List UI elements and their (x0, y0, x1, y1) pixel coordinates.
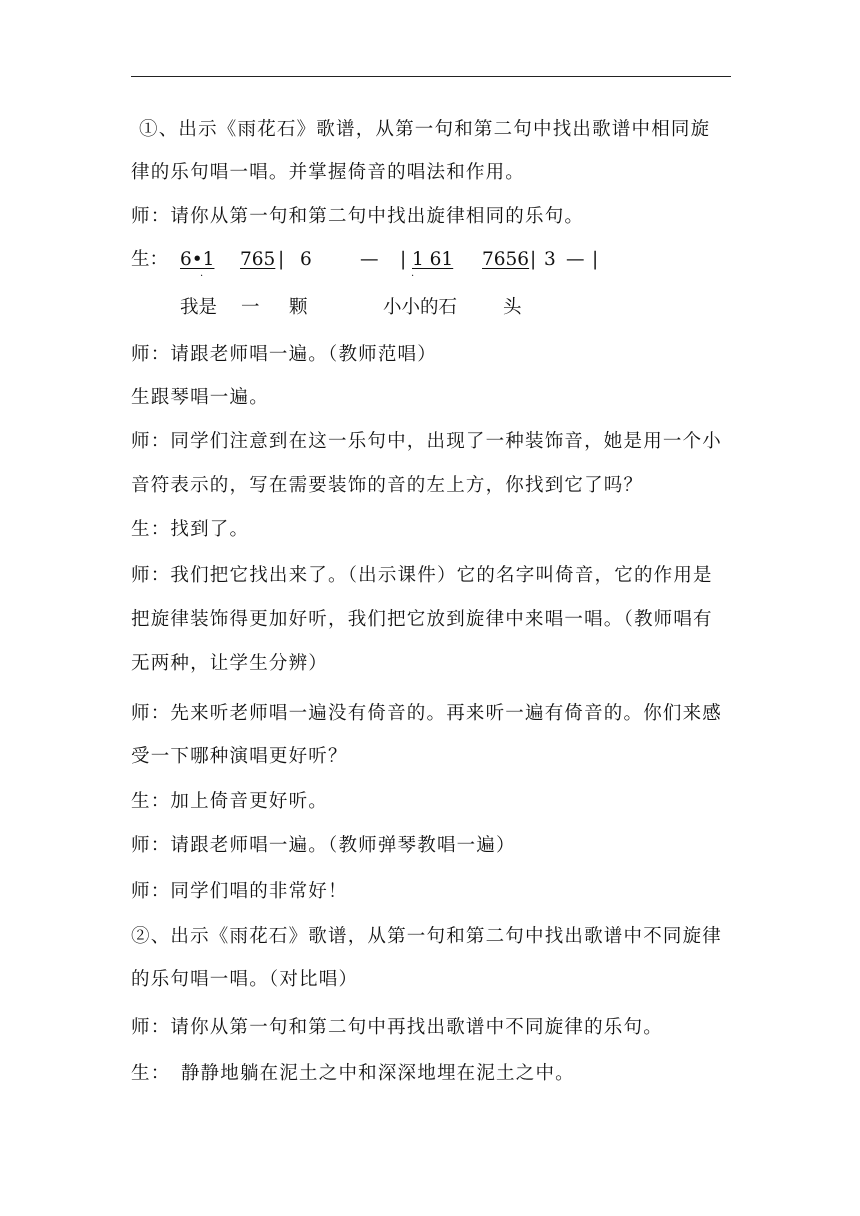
lyric-word-2: 一 (241, 297, 260, 318)
teacher-line-7: 师：同学们唱的非常好！ (131, 881, 348, 902)
paragraph-2-line-1: ②、出示《雨花石》歌谱，从第一句和第二句中找出歌谱中不同旋律 (131, 926, 723, 947)
student-line-4: 生： 静静地躺在泥土之中和深深地埋在泥土之中。 (131, 1063, 575, 1084)
lyric-word-3: 颗 (289, 297, 308, 318)
lyric-word-5: 头 (503, 297, 522, 318)
score-note-765: 765 (240, 249, 276, 270)
score-dash-2: — (566, 249, 585, 270)
student-line-3: 生：加上倚音更好听。 (131, 791, 329, 812)
score-note-3: 3 (544, 249, 556, 270)
score-dash-1: — (360, 249, 379, 270)
teacher-line-5b: 受一下哪种演唱更好听？ (131, 746, 348, 767)
teacher-line-3a: 师：同学们注意到在这一乐句中，出现了一种装饰音，她是用一个小 (131, 431, 723, 452)
score-note-6-1: 6•1 (180, 249, 215, 270)
paragraph-line-2: 律的乐句唱一唱。并掌握倚音的唱法和作用。 (131, 162, 526, 183)
score-lower-dot: . (200, 268, 204, 279)
teacher-line-4b: 把旋律装饰得更加好听，我们把它放到旋律中来唱一唱。（教师唱有 (131, 609, 713, 630)
teacher-line-6: 师：请跟老师唱一遍。（教师弹琴教唱一遍） (131, 835, 516, 856)
paragraph-line-1: ①、出示《雨花石》歌谱，从第一句和第二句中找出歌谱中相同旋 (139, 119, 711, 140)
score-barline-3: | (530, 249, 537, 270)
teacher-line-4c: 无两种，让学生分辨） (131, 653, 329, 674)
score-speaker: 生： (131, 249, 169, 270)
lyric-word-1: 我是 (180, 297, 218, 318)
score-barline-4: | (592, 249, 599, 270)
teacher-line-8: 师：请你从第一句和第二句中再找出歌谱中不同旋律的乐句。 (131, 1017, 663, 1038)
score-note-6: 6 (300, 249, 312, 270)
teacher-line-1: 师：请你从第一句和第二句中找出旋律相同的乐句。 (131, 206, 585, 227)
teacher-line-3b: 音符表示的，写在需要装饰的音的左上方，你找到它了吗？ (131, 475, 644, 496)
student-line-1: 生跟琴唱一遍。 (131, 387, 269, 408)
score-note-7656: 7656 (482, 249, 530, 270)
score-lower-dot-2: . (411, 268, 415, 279)
score-note-1-61: 1 61 (412, 249, 454, 270)
lyric-word-4: 小小的石 (383, 297, 458, 318)
teacher-line-5a: 师：先来听老师唱一遍没有倚音的。再来听一遍有倚音的。你们来感 (131, 703, 723, 724)
score-barline-1: | (278, 249, 285, 270)
student-line-2: 生：找到了。 (131, 519, 250, 540)
paragraph-2-line-2: 的乐句唱一唱。（对比唱） (131, 969, 359, 990)
teacher-line-2: 师：请跟老师唱一遍。（教师范唱） (131, 344, 437, 365)
score-barline-2: | (400, 249, 407, 270)
teacher-line-4a: 师：我们把它找出来了。（出示课件）它的名字叫倚音，它的作用是 (131, 565, 713, 586)
header-rule (131, 76, 731, 77)
